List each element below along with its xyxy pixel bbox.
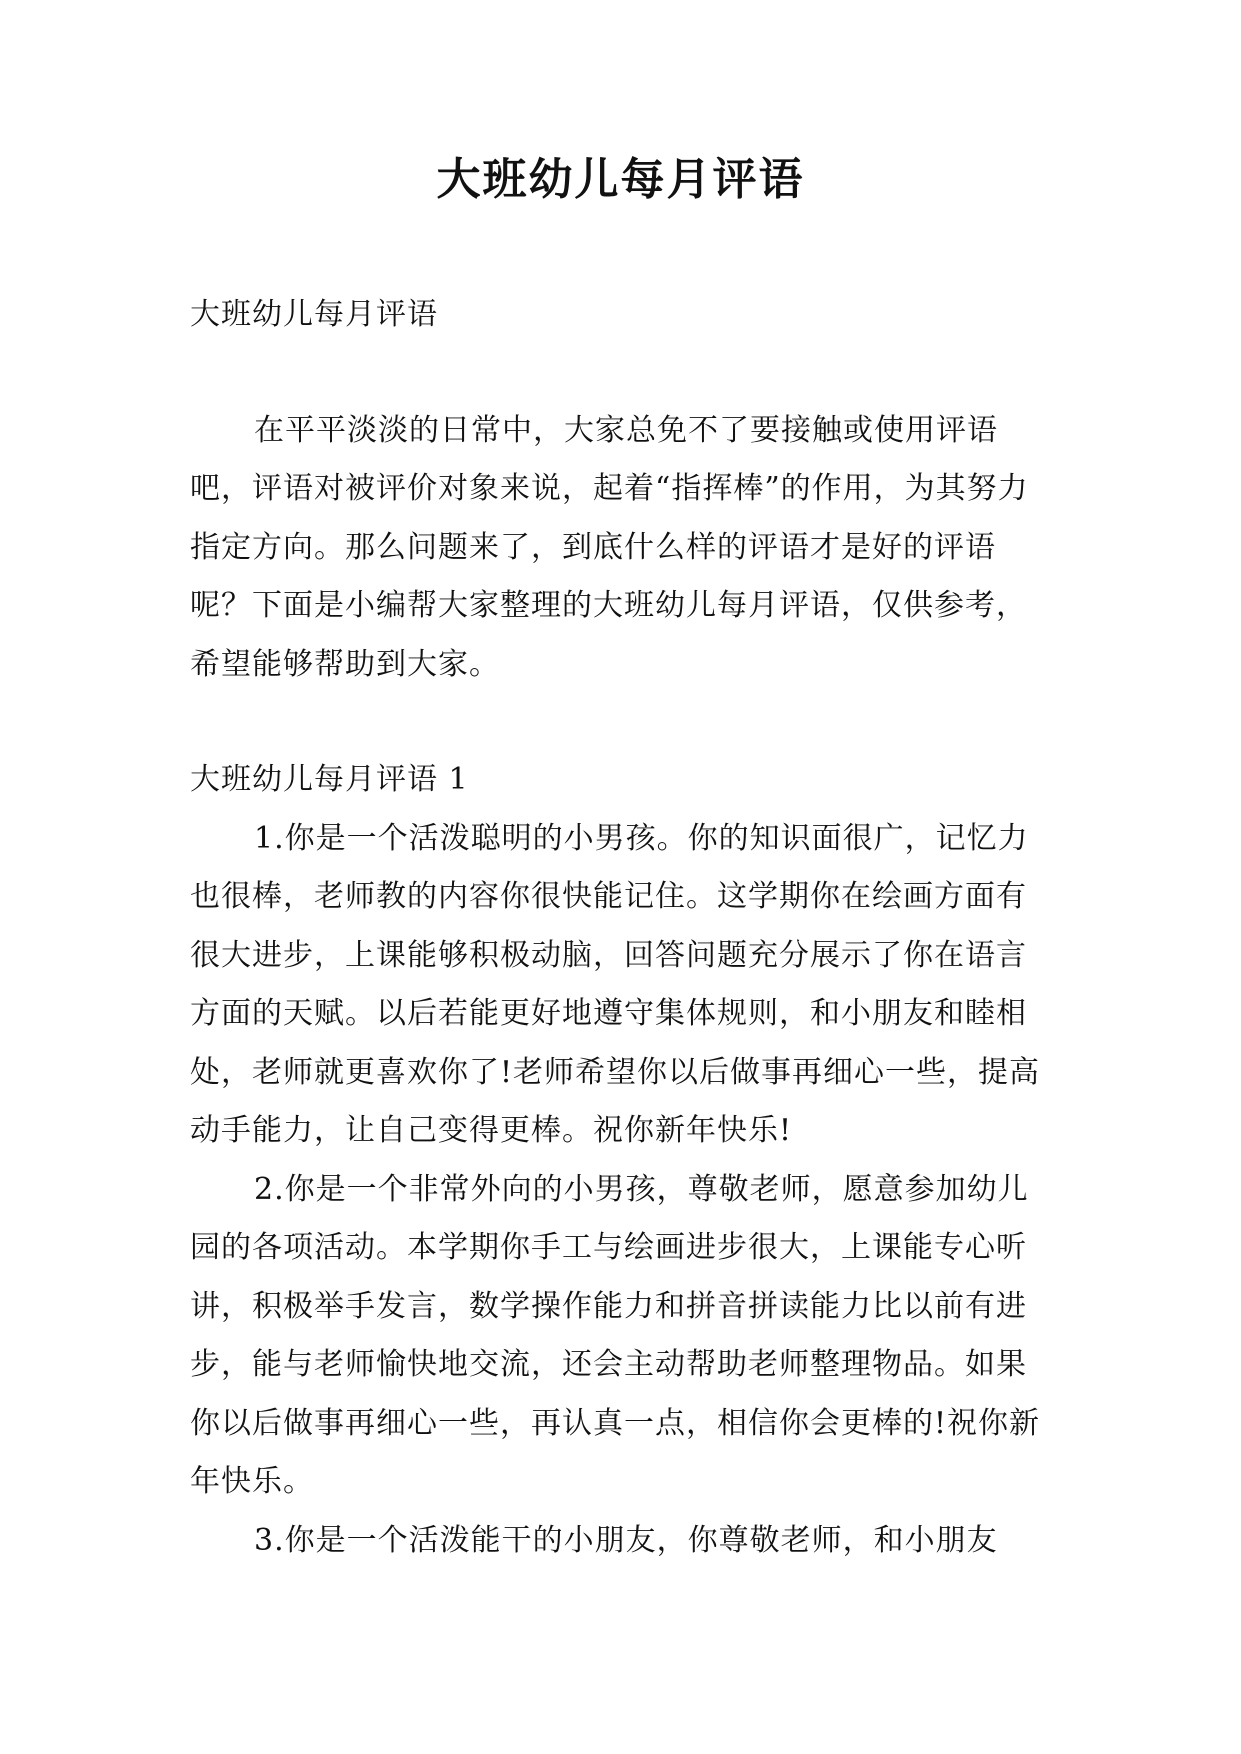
section-heading: 大班幼儿每月评语 1 — [190, 762, 469, 797]
document-body — [190, 286, 1052, 1570]
comment-item-2: 2.你是一个非常外向的小男孩，尊敬老师，愿意参加幼儿园的各项活动。本学期你手工与绘画进步很大，上课能专心听讲，积极举手发言，数学操作能力和拼音拼读能力比以前有进步，能与老师愉快地交流，还会主动帮助老师整理物品。如果你以后做事再细心一些，再认真一点，相信你会更棒的!祝你新年快乐。 — [190, 1171, 1041, 1499]
document-subtitle: 大班幼儿每月评语 — [190, 297, 438, 332]
comment-item-3: 3.你是一个活泼能干的小朋友，你尊敬老师，和小朋友 — [254, 1522, 998, 1558]
comment-item-1: 1.你是一个活泼聪明的小男孩。你的知识面很广，记忆力也很棒，老师教的内容你很快能记住。这学期你在绘画方面有很大进步，上课能够积极动脑，回答问题充分展示了你在语言方面的天赋。以后若能更好地遵守集体规则，和小朋友和睦相处，老师就更喜欢你了!老师希望你以后做事再细心一些，提高动手能力，让自己变得更棒。祝你新年快乐! — [190, 820, 1041, 1148]
intro-paragraph: 在平平淡淡的日常中，大家总免不了要接触或使用评语吧，评语对被评价对象来说，起着“指挥棒”的作用，为其努力指定方向。那么问题来了，到底什么样的评语才是好的评语呢？下面是小编帮大家整理的大班幼儿每月评语，仅供参考，希望能够帮助到大家。 — [190, 412, 1029, 682]
document-title: 大班幼儿每月评语 — [436, 154, 805, 205]
